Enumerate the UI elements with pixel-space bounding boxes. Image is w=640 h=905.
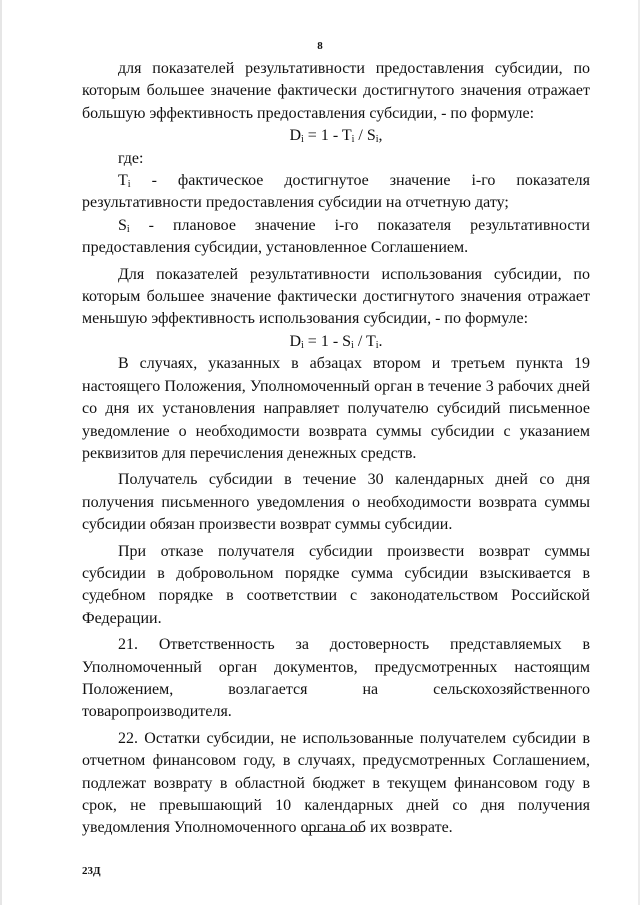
end-separator-line [303,831,363,832]
formula-lhs-index: i [301,339,304,351]
scan-edge-left [0,0,2,905]
definition-t-text: - фактическое достигнутое значение i-го показателя результативности предоставления субсидии на отчетную дату; [82,172,591,212]
paragraph-cases: В случаях, указанных в абзацах втором и третьем пункта 19 настоящего Положения, Уполномоченный орган в течение 3 рабочих дней со дня их установления направляет получателю субсидий письменное уведомление о необходимости возврата суммы субсидии с указанием реквизитов для перечисления денежных средств. [82,355,590,462]
formula-tail-index: i [375,134,379,146]
paragraph-21: 21. Ответственность за достоверность представляемых в Уполномоченный орган документов, предусмотренных настоящим Положением, возлагается на сельскохозяйственного товаропроизводителя. [82,636,590,721]
formula-lhs-index: i [301,134,304,146]
where-label: где: [118,149,144,167]
formula-mid-index: i [351,339,354,351]
formula-lhs: D [289,127,302,145]
paragraph-22: 22. Остатки субсидии, не использованные получателем субсидии в отчетном финансовом году, в случаях, предусмотренных Соглашением, подлежат возврату в областной бюджет в текущем финансовом году в срок, не превышающий 10 календарных дней со дня получения уведомления Уполномоченного органа об их возврате. [82,729,590,837]
formula-mid: = 1 - T [303,127,352,145]
definition-t-symbol: T [118,172,128,190]
paragraph-usage: Для показателей результативности использования субсидии, по которым большее значение фактически достигнутого значения отражает меньшую эффективность использования субсидии, - по формуле: [82,265,590,328]
formula-mid-index: i [351,134,355,146]
formula-tail: / S [354,127,376,145]
formula-usage [82,331,590,353]
formula-tail: / T [353,332,376,350]
definition-t [82,170,590,215]
formula-tail-index: i [375,339,379,351]
document-code: 23Д [82,865,101,877]
formula-lhs: D [289,332,302,350]
definition-s [82,215,590,260]
definition-s-text: - плановое значение i-го показателя результативности предоставления субсидии, установленное Соглашением. [82,216,590,257]
page-number: 8 [317,40,323,52]
paragraph-lead: для показателей результативности предоставления субсидии, по которым большее значение фактически достигнутого значения отражает большую эффективность предоставления субсидии, - по формуле: [82,60,590,122]
document-body [82,58,590,840]
definition-t-index: i [127,179,131,191]
formula-mid: = 1 - S [303,332,352,350]
definition-s-index: i [126,223,130,235]
formula-end: , [378,127,383,145]
formula-end: . [378,332,383,350]
paragraph-refusal: При отказе получателя субсидии произвести возврат суммы субсидии в добровольном порядке сумма субсидии взыскивается в судебном порядке в соответствии с законодательством Российской Федерации. [82,542,590,627]
definition-s-symbol: S [118,216,127,234]
paragraph-recipient: Получатель субсидии в течение 30 календарных дней со дня получения письменного уведомления о необходимости возврата суммы субсидии обязан произвести возврат суммы субсидии. [82,471,590,534]
formula-effectiveness [82,125,590,147]
